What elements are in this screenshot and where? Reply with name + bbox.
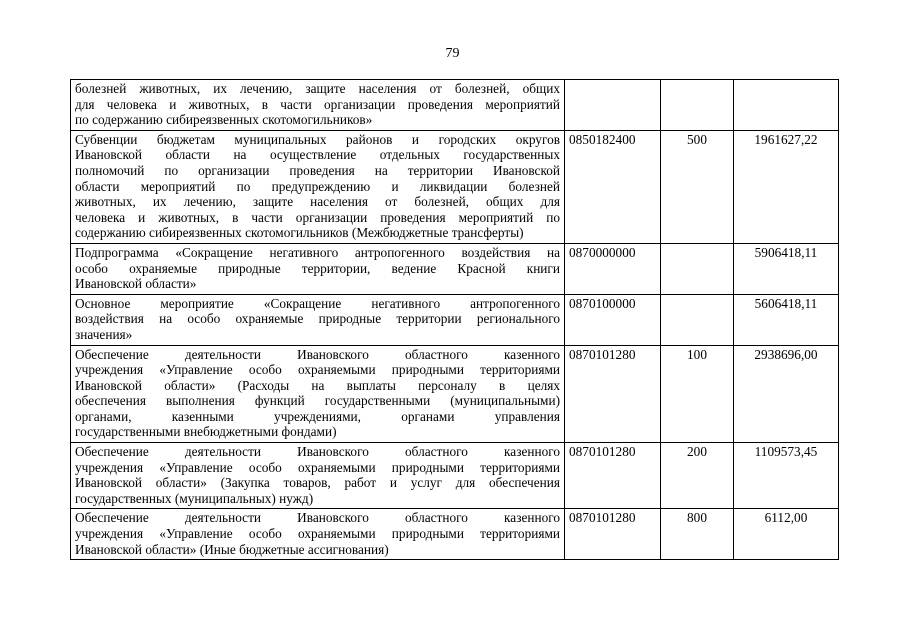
item-name-line: человека и животных, в части организации проведения мероприятий по (75, 209, 560, 225)
target-code-cell: 0850182400 (565, 130, 661, 243)
expense-type-cell (661, 294, 734, 345)
item-name-line: Ивановской области» (Иные бюджетные ассигнования) (75, 541, 389, 557)
amount-cell: 5606418,11 (734, 294, 839, 345)
item-name-line: Ивановской области» (Расходы на выплаты персоналу в целях (75, 377, 560, 393)
target-code-cell: 0870101280 (565, 443, 661, 509)
item-name-cell (71, 345, 565, 443)
target-code-cell: 0870100000 (565, 294, 661, 345)
item-name-line: органами, казенными учреждениями, органами управления (75, 408, 560, 424)
item-name-line: Ивановской области» (Закупка товаров, работ и услуг для обеспечения (75, 475, 560, 491)
item-name-cell (71, 130, 565, 243)
expense-type-cell: 800 (661, 509, 734, 560)
item-name-line: содержанию сибиреязвенных скотомогильников (Межбюджетные трансферты) (75, 225, 524, 241)
item-name-cell (71, 80, 565, 131)
amount-cell: 6112,00 (734, 509, 839, 560)
item-name-line: Подпрограмма «Сокращение негативного антропогенного воздействия на (75, 244, 560, 260)
table-row (71, 509, 839, 560)
amount-cell: 2938696,00 (734, 345, 839, 443)
item-name-cell (71, 294, 565, 345)
item-name-line: государственных (муниципальных) нужд) (75, 490, 314, 506)
table-row (71, 294, 839, 345)
item-name-line: Ивановской области» (75, 276, 197, 292)
expense-type-cell: 500 (661, 130, 734, 243)
item-name-cell (71, 243, 565, 294)
amount-cell: 1961627,22 (734, 130, 839, 243)
item-name-line: полномочий по организации проведения на территории Ивановской (75, 162, 560, 178)
target-code-cell (565, 80, 661, 131)
item-name-line: Обеспечение деятельности Ивановского областного казенного (75, 510, 560, 526)
item-name-line: для человека и животных, в части организации проведения мероприятий (75, 96, 560, 112)
item-name-line: по содержанию сибиреязвенных скотомогильников» (75, 112, 373, 128)
item-name-line: государственными внебюджетными фондами) (75, 424, 337, 440)
item-name-line: Основное мероприятие «Сокращение негативного антропогенного (75, 295, 560, 311)
item-name-cell (71, 509, 565, 560)
item-name-line: Субвенции бюджетам муниципальных районов и городских округов (75, 131, 560, 147)
item-name-line: области мероприятий по предупреждению и ликвидации болезней (75, 178, 560, 194)
item-name-line: особо охраняемые природные территории, ведение Красной книги (75, 260, 560, 276)
item-name-line: Ивановской области на осуществление отдельных государственных (75, 147, 560, 163)
item-name-line: Обеспечение деятельности Ивановского областного казенного (75, 346, 560, 362)
expense-type-cell: 200 (661, 443, 734, 509)
item-name-line: болезней животных, их лечению, защите населения от болезней, общих (75, 81, 560, 96)
table-row (71, 345, 839, 443)
table-row (71, 243, 839, 294)
amount-cell: 5906418,11 (734, 243, 839, 294)
table-row (71, 130, 839, 243)
item-name-line: учреждения «Управление особо охраняемыми природными территориями (75, 526, 560, 542)
expense-type-cell: 100 (661, 345, 734, 443)
page-number: 79 (445, 46, 460, 61)
expense-type-cell (661, 80, 734, 131)
table-row (71, 443, 839, 509)
budget-table-body (71, 80, 839, 560)
item-name-line: учреждения «Управление особо охраняемыми природными территориями (75, 459, 560, 475)
table-row (71, 80, 839, 131)
item-name-cell (71, 443, 565, 509)
expense-type-cell (661, 243, 734, 294)
item-name-line: обеспечения выполнения функций государственными (муниципальными) (75, 393, 560, 409)
item-name-line: учреждения «Управление особо охраняемыми природными территориями (75, 362, 560, 378)
item-name-line: значения» (75, 326, 133, 342)
item-name-line: Обеспечение деятельности Ивановского областного казенного (75, 444, 560, 460)
target-code-cell: 0870101280 (565, 509, 661, 560)
target-code-cell: 0870101280 (565, 345, 661, 443)
target-code-cell: 0870000000 (565, 243, 661, 294)
amount-cell (734, 80, 839, 131)
item-name-line: воздействия на особо охраняемые природные территории регионального (75, 311, 560, 327)
amount-cell: 1109573,45 (734, 443, 839, 509)
item-name-line: животных, их лечению, защите населения от болезней, общих для (75, 194, 560, 210)
budget-table (70, 79, 839, 560)
